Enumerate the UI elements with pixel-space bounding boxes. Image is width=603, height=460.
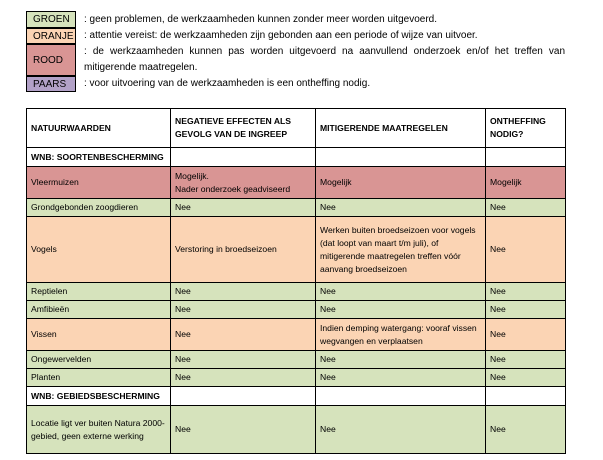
table-row [27, 319, 566, 351]
cell-natuurwaarde: Amfibieën [27, 301, 171, 319]
cell-ontheffing: Nee [486, 301, 566, 319]
cell-ontheffing: Nee [486, 199, 566, 217]
table-row [27, 167, 566, 199]
header-mitigerende-maatregelen: MITIGERENDE MAATREGELEN [316, 109, 486, 148]
legend-key-rood: ROOD [26, 44, 76, 76]
section-title: WNB: GEBIEDSBESCHERMING [27, 387, 171, 406]
cell-maatregel: Indien demping watergang: vooraf vissen wegvangen en verplaatsen [316, 319, 486, 351]
cell-maatregel: Nee [316, 406, 486, 454]
legend-row-paars [0, 76, 603, 92]
legend-key-groen: GROEN [26, 11, 76, 28]
cell-maatregel: Nee [316, 301, 486, 319]
cell-natuurwaarde: Planten [27, 369, 171, 387]
section-row-soortenbescherming [27, 148, 566, 167]
legend-text-paars: : voor uitvoering van de werkzaamheden is een ontheffing nodig. [84, 78, 371, 89]
cell-maatregel: Nee [316, 283, 486, 301]
cell-effect: Nee [171, 199, 316, 217]
cell-effect: Nee [171, 369, 316, 387]
cell-effect: Nee [171, 283, 316, 301]
cell-maatregel: Mogelijk [316, 167, 486, 199]
section-row-gebiedsbescherming [27, 387, 566, 406]
cell-natuurwaarde: Reptielen [27, 283, 171, 301]
cell-maatregel: Nee [316, 369, 486, 387]
header-natuurwaarden: NATUURWAARDEN [27, 109, 171, 148]
cell-natuurwaarde: Ongewervelden [27, 351, 171, 369]
cell-effect: Nee [171, 301, 316, 319]
cell-ontheffing: Mogelijk [486, 167, 566, 199]
cell-natuurwaarde: Vissen [27, 319, 171, 351]
table-row [27, 283, 566, 301]
natuurwaarden-table [26, 108, 566, 454]
cell-effect: Nee [171, 351, 316, 369]
cell-maatregel: Nee [316, 351, 486, 369]
cell-natuurwaarde: Vogels [27, 217, 171, 283]
legend-key-oranje: ORANJE [26, 28, 76, 44]
cell-effect: Nee [171, 406, 316, 454]
legend-text-rood: : de werkzaamheden kunnen pas worden uitgevoerd na aanvullend onderzoek en/of het treffen van mitigerende maatregelen. [84, 46, 565, 73]
legend-row-groen [0, 11, 603, 28]
legend-text-groen: : geen problemen, de werkzaamheden kunnen zonder meer worden uitgevoerd. [84, 14, 437, 25]
table-row [27, 406, 566, 454]
table-row [27, 199, 566, 217]
cell-effect: Nee [171, 319, 316, 351]
cell-ontheffing: Nee [486, 406, 566, 454]
table-row [27, 217, 566, 283]
table-row [27, 351, 566, 369]
legend-row-rood [0, 44, 603, 76]
cell-ontheffing: Nee [486, 283, 566, 301]
header-ontheffing: ONTHEFFING NODIG? [486, 109, 566, 148]
cell-natuurwaarde: Grondgebonden zoogdieren [27, 199, 171, 217]
table-header-row [27, 109, 566, 148]
section-title: WNB: SOORTENBESCHERMING [27, 148, 171, 167]
legend-key-paars: PAARS [26, 76, 76, 92]
header-negatieve-effecten: NEGATIEVE EFFECTEN ALS GEVOLG VAN DE INGREEP [171, 109, 316, 148]
table-row [27, 301, 566, 319]
cell-maatregel: Nee [316, 199, 486, 217]
cell-ontheffing: Nee [486, 369, 566, 387]
cell-maatregel: Werken buiten broedseizoen voor vogels (dat loopt van maart t/m juli), of mitigerende maatregelen treffen vóór aanvang broedseizoen [316, 217, 486, 283]
cell-natuurwaarde: Locatie ligt ver buiten Natura 2000-gebied, geen externe werking [27, 406, 171, 454]
legend-row-oranje [0, 28, 603, 44]
table-row [27, 369, 566, 387]
cell-ontheffing: Nee [486, 217, 566, 283]
cell-ontheffing: Nee [486, 351, 566, 369]
cell-ontheffing: Nee [486, 319, 566, 351]
cell-effect: Mogelijk. Nader onderzoek geadviseerd [171, 167, 316, 199]
cell-effect: Verstoring in broedseizoen [171, 217, 316, 283]
legend-text-oranje: : attentie vereist: de werkzaamheden zijn gebonden aan een periode of wijze van uitvoer. [84, 30, 478, 41]
cell-natuurwaarde: Vleermuizen [27, 167, 171, 199]
